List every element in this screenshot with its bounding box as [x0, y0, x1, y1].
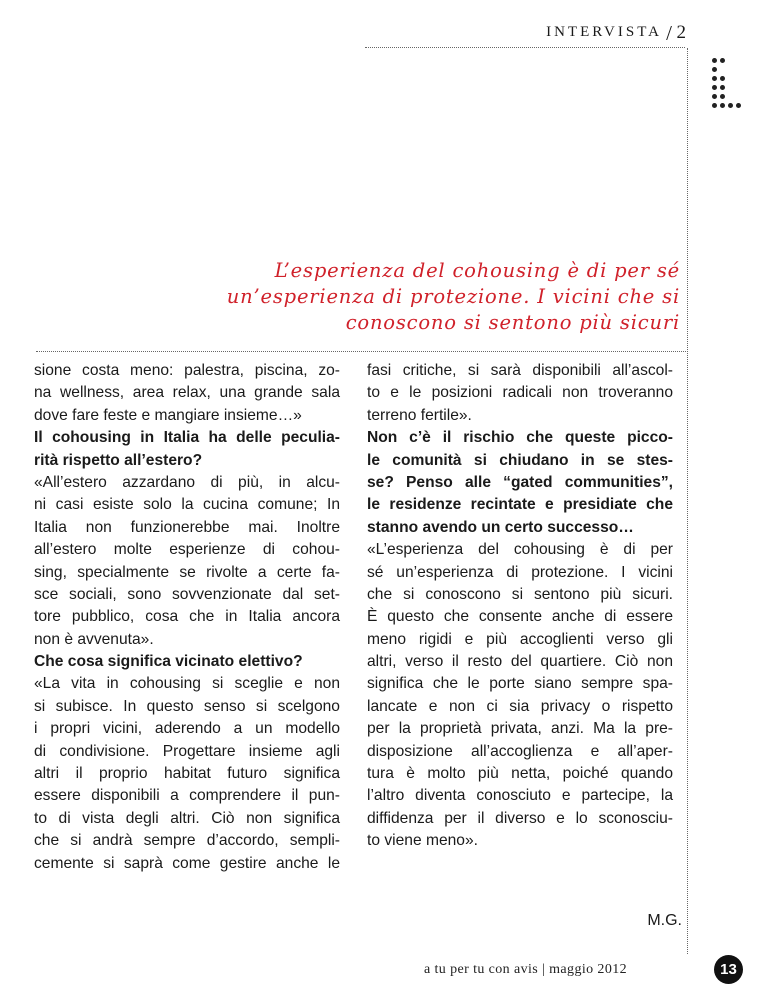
pull-quote-line: un’esperienza di protezione. I vicini che si — [226, 285, 680, 308]
pull-quote-line: conoscono si sentono più sicuri — [345, 311, 680, 334]
left-text-column — [34, 360, 340, 875]
question-line: Che cosa significa vicinato elettivo? — [34, 653, 303, 671]
question-line: le residenze recintate e presidiate che — [367, 496, 673, 514]
text-line: tore pubblico, cosa che in Italia ancora — [34, 608, 340, 626]
section-header — [480, 22, 690, 48]
question-line: se? Penso alle “gated communities”, — [367, 473, 673, 491]
text-line: diffidenza per il diverso e lo sconosciu- — [367, 809, 673, 827]
text-line: sing, specialmente se rivolte a certe fa- — [34, 563, 340, 581]
text-line: per la proprietà privata, anzi. Ma la pre- — [367, 720, 673, 738]
text-line: Italia non funzionerebbe mai. Inoltre — [34, 518, 340, 536]
section-label: INTERVISTA — [546, 24, 662, 40]
text-line: na wellness, area relax, una grande sala — [34, 384, 340, 402]
text-line: «L’esperienza del cohousing è di per — [367, 541, 673, 559]
section-slash: / — [666, 21, 672, 45]
text-line: «La vita in cohousing si sceglie e non — [34, 675, 340, 693]
right-text-column — [367, 360, 673, 853]
text-line: «All’estero azzardano di più, in alcu- — [34, 473, 340, 491]
text-line: di condivisione. Progettare insieme agli — [34, 742, 340, 760]
footer-publication: a tu per tu con avis | maggio 2012 — [424, 962, 628, 977]
text-line: ni casi esiste solo la cucina comune; In — [34, 496, 340, 514]
text-line: essere disponibili a comprendere il pun- — [34, 787, 340, 805]
text-line: to viene meno». — [367, 832, 478, 850]
question-line: stanno avendo un certo successo… — [367, 518, 634, 536]
text-line: meno rigidi e più accoglienti verso gli — [367, 630, 673, 648]
text-line: sé un’esperienza di protezione. I vicini — [367, 563, 673, 581]
text-line: È questo che consente anche di essere — [367, 608, 673, 626]
text-line: dove fare feste e mangiare insieme…» — [34, 406, 302, 424]
text-line: lancate e non ci sia privacy o rispetto — [367, 697, 673, 715]
question-line: Il cohousing in Italia ha delle peculia- — [34, 429, 340, 447]
page-number-badge: 13 — [714, 955, 743, 984]
pull-quote — [160, 258, 680, 336]
text-line: che si andrà sempre d’accordo, sempli- — [34, 832, 340, 850]
section-number: 2 — [676, 22, 686, 43]
text-line: non è avvenuta». — [34, 630, 154, 648]
text-line: l’altro diventa conosciuto e partecipe, la — [367, 787, 673, 805]
text-line: si subisce. In questo senso si scelgono — [34, 697, 340, 715]
text-line: to di vista degli altri. Ciò non significa — [34, 809, 340, 827]
vertical-dotted-rule — [687, 48, 688, 954]
text-line: tura è molto più netta, poiché quando — [367, 765, 673, 783]
top-dotted-rule — [365, 47, 685, 48]
text-line: disposizione all’accoglienza e all’aper- — [367, 742, 673, 760]
text-line: sce sociali, sono sovvenzionate dal set- — [34, 585, 340, 603]
decorative-dots-icon — [712, 58, 742, 118]
text-line: che si conoscono si sentono più sicuri. — [367, 585, 673, 603]
text-line: all’estero molte esperienze di cohou- — [34, 541, 340, 559]
mid-dotted-rule — [36, 351, 686, 352]
text-line: cemente si saprà come gestire anche le — [34, 854, 340, 872]
text-line: to e le posizioni radicali non troveranno — [367, 384, 673, 402]
text-line: altri, verso il resto del quartiere. Ciò non — [367, 653, 673, 671]
question-line: Non c’è il rischio che queste picco- — [367, 429, 673, 447]
text-line: terreno fertile». — [367, 406, 472, 424]
question-line: le comunità si chiudano in se stes- — [367, 451, 673, 469]
text-line: i propri vicini, aderendo a un modello — [34, 720, 340, 738]
text-line: sione costa meno: palestra, piscina, zo- — [34, 362, 340, 379]
question-line: rità rispetto all’estero? — [34, 451, 203, 469]
author-signature: M.G. — [647, 912, 682, 929]
pull-quote-line: L’esperienza del cohousing è di per sé — [274, 259, 680, 282]
text-line: significa che le porte siano sempre spa- — [367, 675, 673, 693]
text-line: altri il proprio habitat futuro significa — [34, 765, 340, 783]
text-line: fasi critiche, si sarà disponibili all’ascol- — [367, 362, 673, 379]
